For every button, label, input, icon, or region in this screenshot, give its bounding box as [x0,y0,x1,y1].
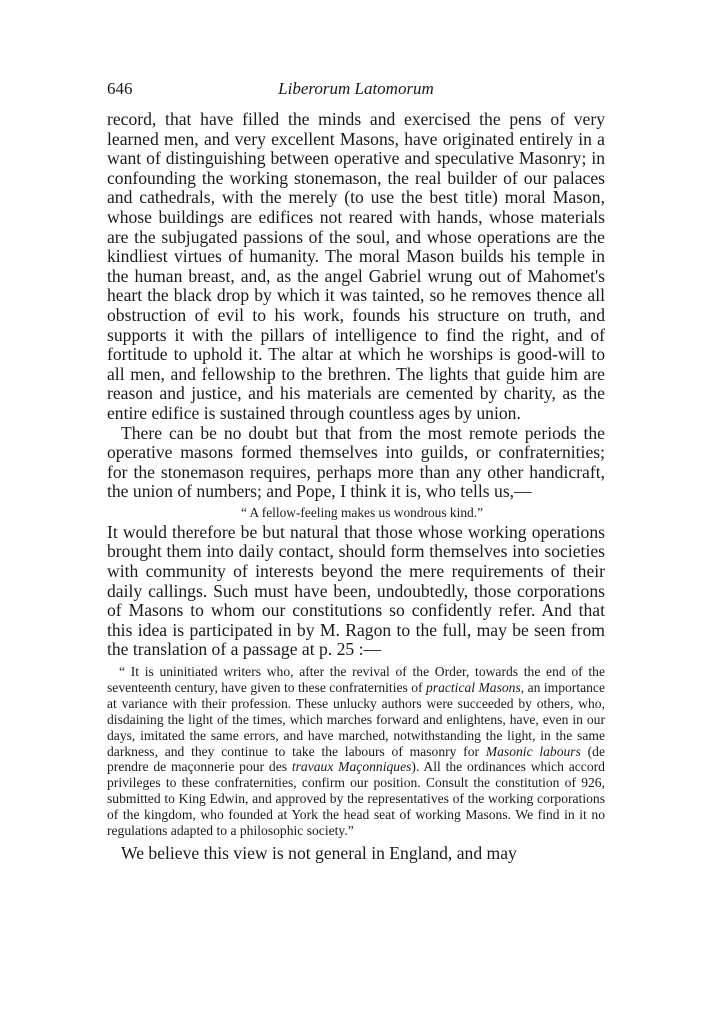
paragraph-4: We believe this view is not general in England, and may [121,843,517,863]
page-number: 646 [107,79,133,98]
quote-italic-1: practical Masons, [425,679,525,695]
quote-part-4: ). All the ordinances which accord privileges to these confraternities, confirm our position. Consult the constitution of 926, submitted to King Edwin, and approved by the representatives of the working corporations of the kingdom, who founded at York the head seat of working Masons. We find in it no regulations adapted to a philosophic society.” [107,759,605,839]
quote-italic-2: Masonic labours [485,743,581,759]
paragraph-2: There can be no doubt but that from the most remote periods the operative masons formed themselves into guilds, or confraternities; for the stonemason requires, perhaps more than any other handicraft, the union of numbers; and Pope, I think it is, who tells us,— [107,422,605,502]
running-title: Liberorum Latomorum [278,79,434,98]
quote-part-2: an importance at variance with their profession. These unlucky authors were succeeded by others, who, disdaining the light of the times, which marches forward and enlightens, have, even in our days, imitated the same errors, and have marched, notwithstanding the light, in the same darkness, and they continue to take the labours of masonry for [107,679,606,759]
quote-italic-3: travaux Maçonniques [291,759,412,775]
body-text [107,110,605,864]
block-quotation [107,664,605,839]
quote-part-1: “ It is uninitiated writers who, after the revival of the Order, towards the end of the seventeenth century, have given to these confraternities of [107,664,605,695]
quote-part-3: (de prendre de maçonnerie pour des [107,743,605,775]
verse-quotation: “ A fellow-feeling makes us wondrous kind.” [240,504,484,520]
paragraph-3: It would therefore be but natural that those whose working operations brought them into daily contact, should form themselves into societies with community of interests beyond the mere requirements of their daily callings. Such must have been, undoubtedly, those corporations of Masons to whom our constitutions so confidently refer. And that this idea is participated in by M. Ragon to the full, may be seen from the translation of a passage at p. 25 :— [107,521,605,660]
paragraph-1: record, that have filled the minds and exercised the pens of very learned men, and very excellent Masons, have originated entirely in a want of distinguishing between operative and speculative Masonry; in confounding the working stonemason, the real builder of our palaces and cathedrals, with the merely (to use the best title) moral Mason, whose buildings are edifices not reared with hands, whose materials are the subjugated passions of the soul, and whose operations are the kindliest virtues of humanity. The moral Mason builds his temple in the human breast, and, as the angel Gabriel wrung out of Mahomet's heart the black drop by which it was tainted, so he removes thence all obstruction of evil to his work, founds his structure on truth, and supports it with the pillars of intelligence to find the right, and of fortitude to uphold it. The altar at which he worships is good-will to all men, and fellowship to the brethren. The lights that guide him are reason and justice, and his materials are cemented by charity, as the entire edifice is sustained through countless ages by union. [107,109,605,423]
page-header [107,79,605,101]
quote-text [107,664,605,839]
